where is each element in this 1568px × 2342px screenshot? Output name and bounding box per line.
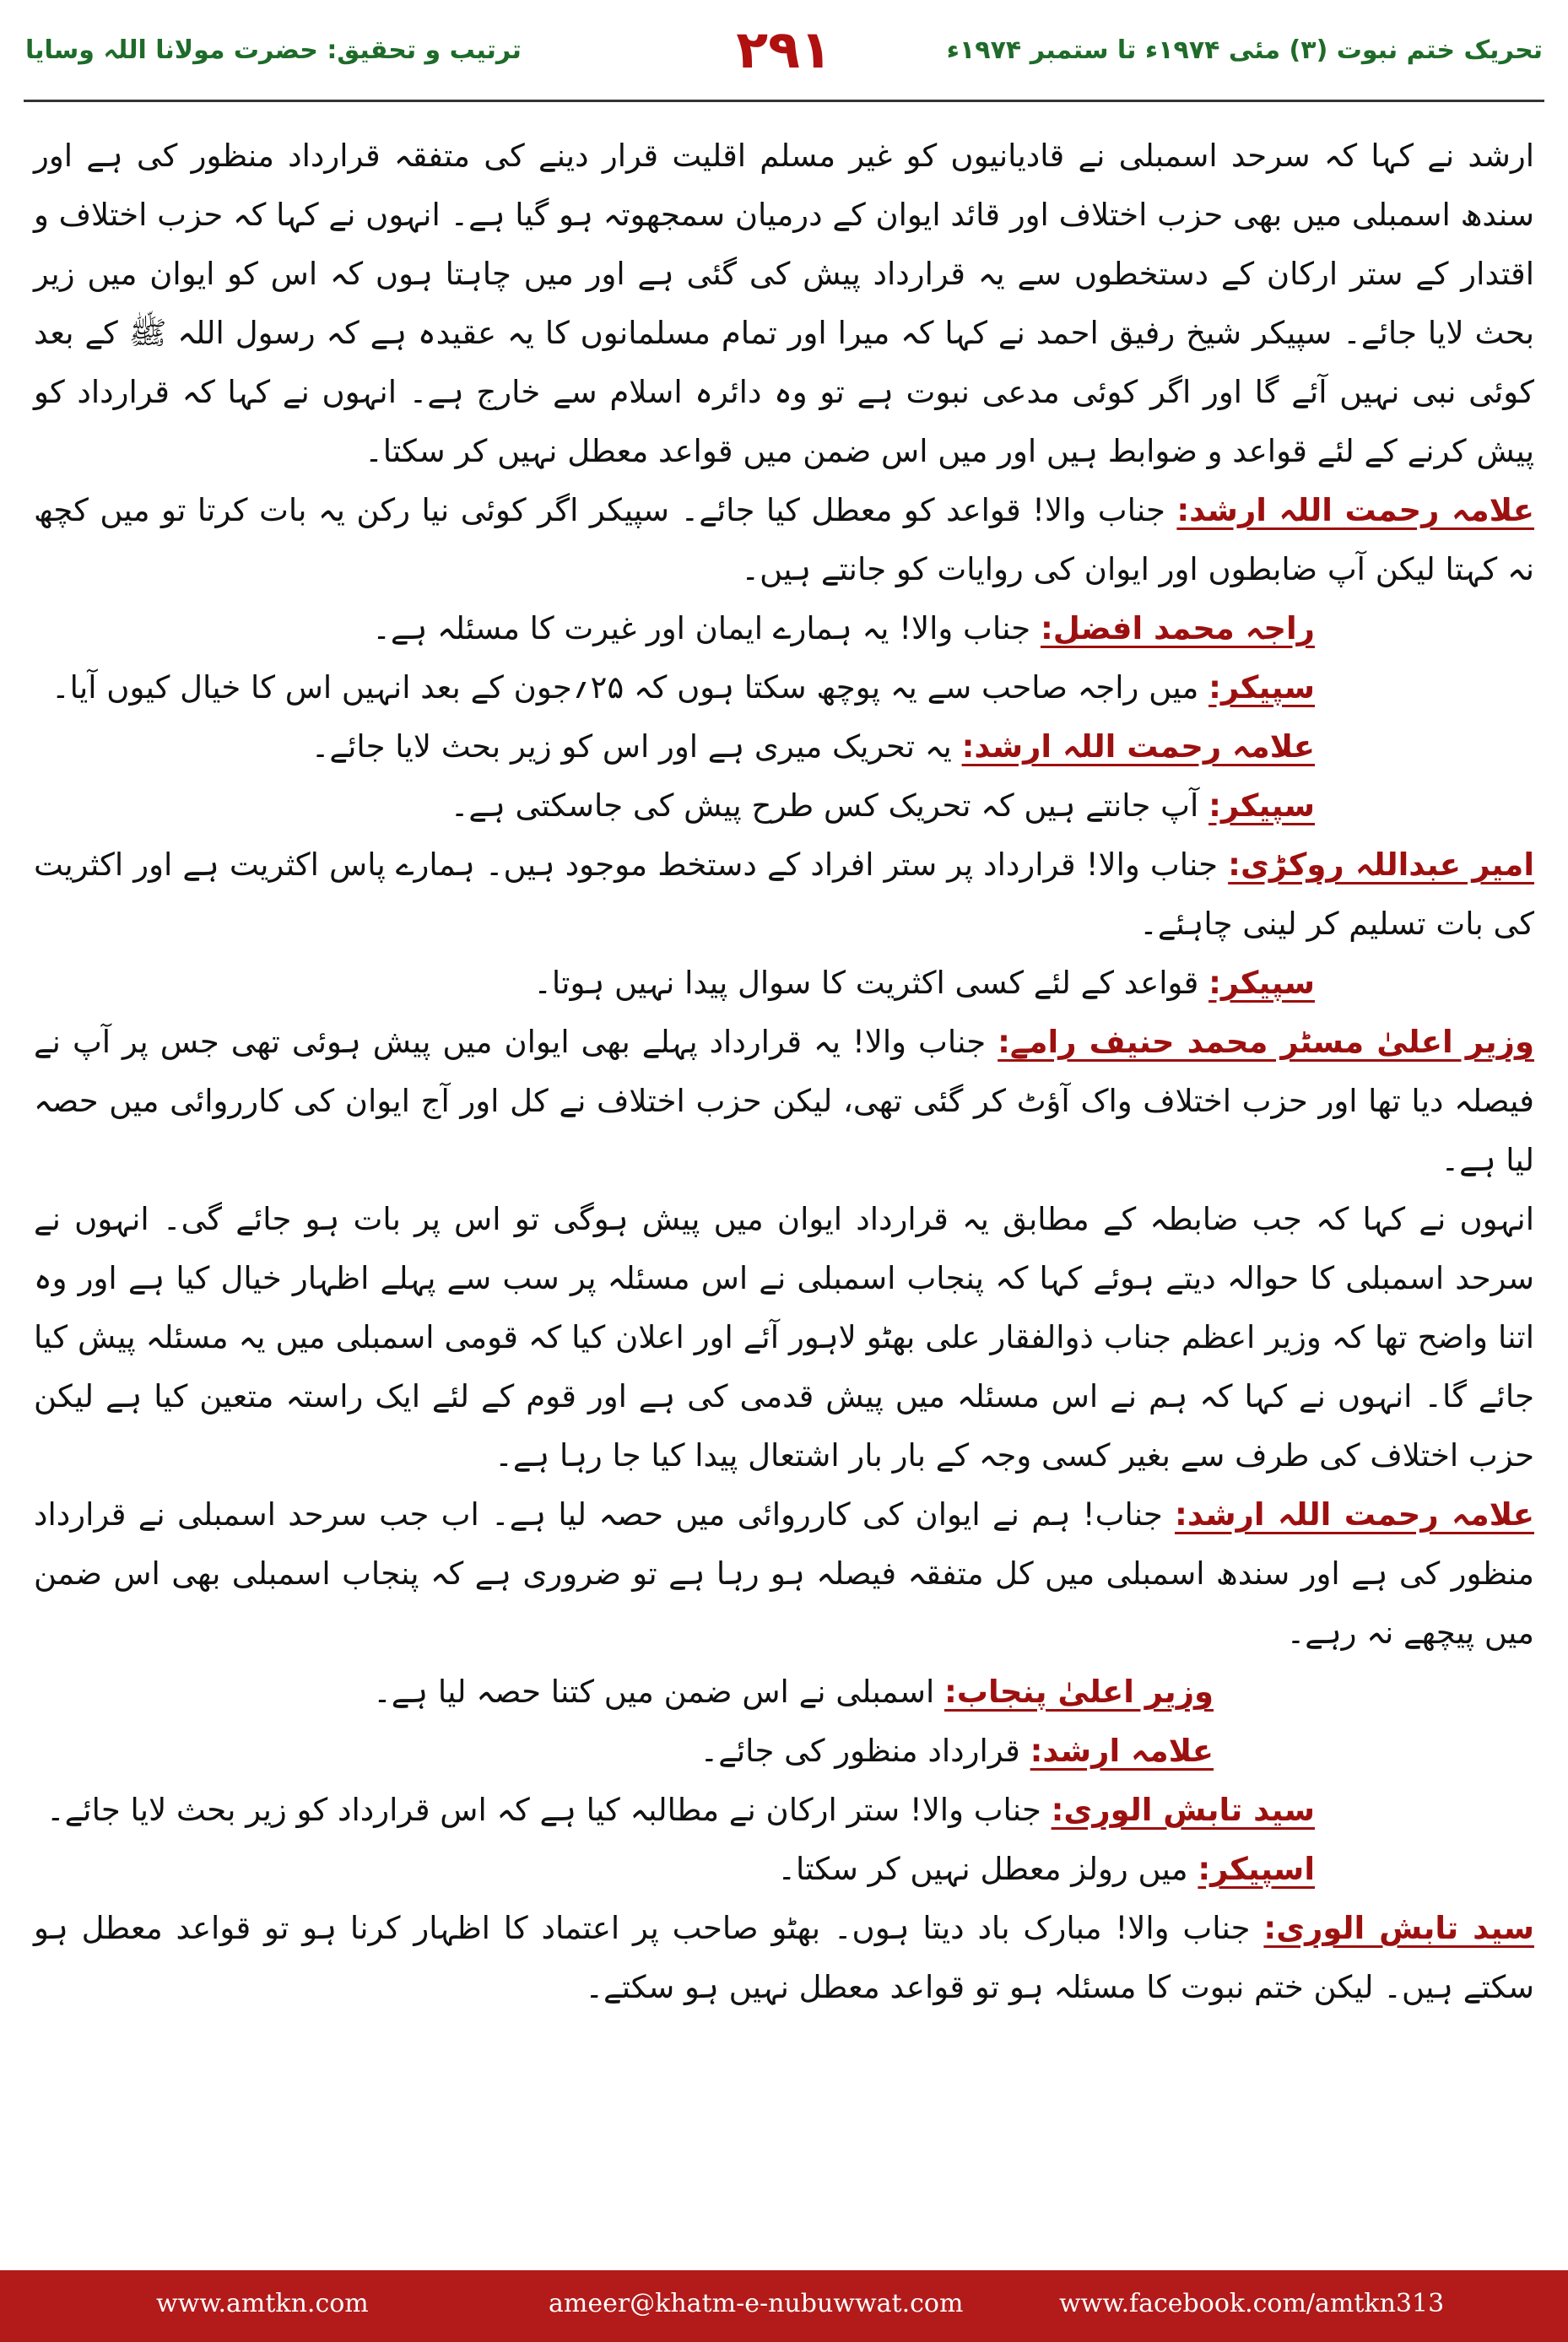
speaker-name: وزیر اعلیٰ مسٹر محمد حنیف رامے: — [998, 1024, 1534, 1060]
speech-text: اسمبلی نے اس ضمن میں کتنا حصہ لیا ہے۔ — [373, 1674, 944, 1710]
speaker-name: امیر عبداللہ روکڑی: — [1228, 846, 1534, 883]
speech-text: جناب والا! قرارداد پر ستر افراد کے دستخط موجود ہیں۔ ہمارے پاس اکثریت ہے اور اکثریت کی بات تسلیم کر لینی چاہئے۔ — [34, 846, 1534, 942]
speech-text: قرارداد منظور کی جائے۔ — [700, 1733, 1030, 1769]
speech-text: قواعد کے لئے کسی اکثریت کا سوال پیدا نہیں ہوتا۔ — [533, 965, 1209, 1001]
speech-8 — [34, 1013, 1534, 1190]
speaker-name: سپیکر: — [1208, 787, 1315, 824]
speech-6 — [34, 836, 1534, 954]
compiler-credit: ترتیب و تحقیق: حضرت مولانا اللہ وسایا — [25, 35, 522, 65]
speech-text: میں رولز معطل نہیں کر سکتا۔ — [777, 1851, 1198, 1887]
speaker-name: علامہ ارشد: — [1030, 1733, 1214, 1769]
speaker-name: علامہ رحمت اللہ ارشد: — [1175, 1496, 1534, 1533]
speech-text: میں راجہ صاحب سے یہ پوچھ سکتا ہوں کہ ۲۵؍جون کے بعد انہیں اس کا خیال کیوں آیا۔ — [51, 669, 1209, 706]
speech-9 — [34, 1485, 1534, 1663]
speaker-name: سید تابش الوری: — [1051, 1792, 1315, 1828]
speech-text: جناب والا! قواعد کو معطل کیا جائے۔ سپیکر اگر کوئی نیا رکن یہ بات کرتا تو میں کچھ نہ کہتا لیکن آپ ضابطوں اور ایوان کی روایات کو جانتے ہیں۔ — [34, 492, 1534, 587]
speech-text: آپ جانتے ہیں کہ تحریک کس طرح پیش کی جاسکتی ہے۔ — [450, 787, 1209, 824]
speaker-name: وزیر اعلیٰ پنجاب: — [944, 1674, 1214, 1710]
speech-text: جناب والا! مبارک باد دیتا ہوں۔ بھٹو صاحب پر اعتماد کا اظہار کرنا ہو تو قواعد معطل ہو سکتے ہیں۔ لیکن ختم نبوت کا مسئلہ ہو تو قواعد معطل نہیں ہو سکتے۔ — [34, 1910, 1534, 2005]
speech-text: یہ تحریک میری ہے اور اس کو زیر بحث لایا جائے۔ — [311, 728, 962, 765]
speech-text: جناب! ہم نے ایوان کی کارروائی میں حصہ لیا ہے۔ اب جب سرحد اسمبلی نے قرارداد منظور کی ہے اور سندھ اسمبلی میں کل متفقہ فیصلہ ہو رہا ہے تو ضروری ہے کہ پنجاب اسمبلی بھی اس ضمن میں پیچھے نہ رہے۔ — [34, 1496, 1534, 1651]
speech-4 — [34, 717, 1534, 776]
speaker-name: علامہ رحمت اللہ ارشد: — [1176, 492, 1535, 528]
page-body — [34, 127, 1534, 2211]
paragraph-2: انہوں نے کہا کہ جب ضابطہ کے مطابق یہ قرارداد ایوان میں پیش ہوگی تو اس پر بات ہو جائے گی۔ انہوں نے سرحد اسمبلی کا حوالہ دیتے ہوئے کہا کہ پنجاب اسمبلی نے اس مسئلہ پر سب سے پہلے اظہار خیال کیا ہے اور وہ اتنا واضح تھا کہ وزیر اعظم جناب ذوالفقار علی بھٹو لاہور آئے اور اعلان کیا کہ قومی اسمبلی میں یہ مسئلہ پیش کیا جائے گا۔ انہوں نے کہا کہ ہم نے اس مسئلہ میں پیش قدمی کی ہے اور قوم کے لئے ایک راستہ متعین کیا ہے لیکن حزب اختلاف کی طرف سے بغیر کسی وجہ کے بار بار اشتعال پیدا کیا جا رہا ہے۔ — [34, 1201, 1534, 1474]
email-link[interactable]: ameer@khatm-e-nubuwwat.com — [549, 2289, 964, 2318]
book-title: تحریک ختم نبوت (۳) مئی ۱۹۷۴ء تا ستمبر ۱۹۷۴ء — [946, 35, 1543, 65]
website-link[interactable]: www.amtkn.com — [156, 2289, 369, 2318]
speaker-name: سپیکر: — [1208, 965, 1315, 1001]
speech-text: جناب والا! یہ ہمارے ایمان اور غیرت کا مسئلہ ہے۔ — [372, 610, 1041, 646]
speech-12 — [34, 1781, 1534, 1840]
facebook-link[interactable]: www.facebook.com/amtkn313 — [1059, 2289, 1445, 2318]
page-footer — [0, 2270, 1568, 2342]
speech-14 — [34, 1899, 1534, 2017]
page-header — [0, 0, 1568, 114]
speech-text: جناب والا! ستر ارکان نے مطالبہ کیا ہے کہ اس قرارداد کو زیر بحث لایا جائے۔ — [46, 1792, 1052, 1828]
speech-1 — [34, 481, 1534, 599]
speaker-name: سپیکر: — [1208, 669, 1315, 706]
speech-13 — [34, 1840, 1534, 1899]
speech-10 — [34, 1663, 1534, 1722]
speech-11 — [34, 1722, 1534, 1781]
speaker-name: راجہ محمد افضل: — [1040, 610, 1315, 646]
speech-3 — [34, 658, 1534, 717]
speaker-name: علامہ رحمت اللہ ارشد: — [961, 728, 1315, 765]
header-divider — [24, 100, 1544, 102]
page-number: ۲۹۱ — [736, 19, 832, 80]
speech-text: جناب والا! یہ قرارداد پہلے بھی ایوان میں پیش ہوئی تھی جس پر آپ نے فیصلہ دیا تھا اور حزب اختلاف واک آؤٹ کر گئی تھی، لیکن حزب اختلاف نے کل اور آج ایوان کی کارروائی میں حصہ لیا ہے۔ — [34, 1024, 1534, 1178]
speaker-name: اسپیکر: — [1198, 1851, 1315, 1887]
speech-2 — [34, 599, 1534, 658]
speaker-name: سید تابش الوری: — [1263, 1910, 1534, 1946]
speech-5 — [34, 776, 1534, 836]
speech-7 — [34, 954, 1534, 1013]
paragraph-1: ارشد نے کہا کہ سرحد اسمبلی نے قادیانیوں کو غیر مسلم اقلیت قرار دینے کی متفقہ قرارداد منظور کی ہے اور سندھ اسمبلی میں بھی حزب اختلاف اور قائد ایوان کے درمیان سمجھوتہ ہو گیا ہے۔ انہوں نے کہا کہ حزب اختلاف و اقتدار کے ستر ارکان کے دستخطوں سے یہ قرارداد پیش کی گئی ہے اور میں چاہتا ہوں کہ اس کو ایوان میں زیر بحث لایا جائے۔ سپیکر شیخ رفیق احمد نے کہا کہ میرا اور تمام مسلمانوں کا یہ عقیدہ ہے کہ رسول اللہ ﷺ کے بعد کوئی نبی نہیں آئے گا اور اگر کوئی مدعی نبوت ہے تو وہ دائرہ اسلام سے خارج ہے۔ انہوں نے کہا کہ قرارداد کو پیش کرنے کے لئے قواعد و ضوابط ہیں اور میں اس ضمن میں قواعد معطل نہیں کر سکتا۔ — [34, 138, 1534, 469]
